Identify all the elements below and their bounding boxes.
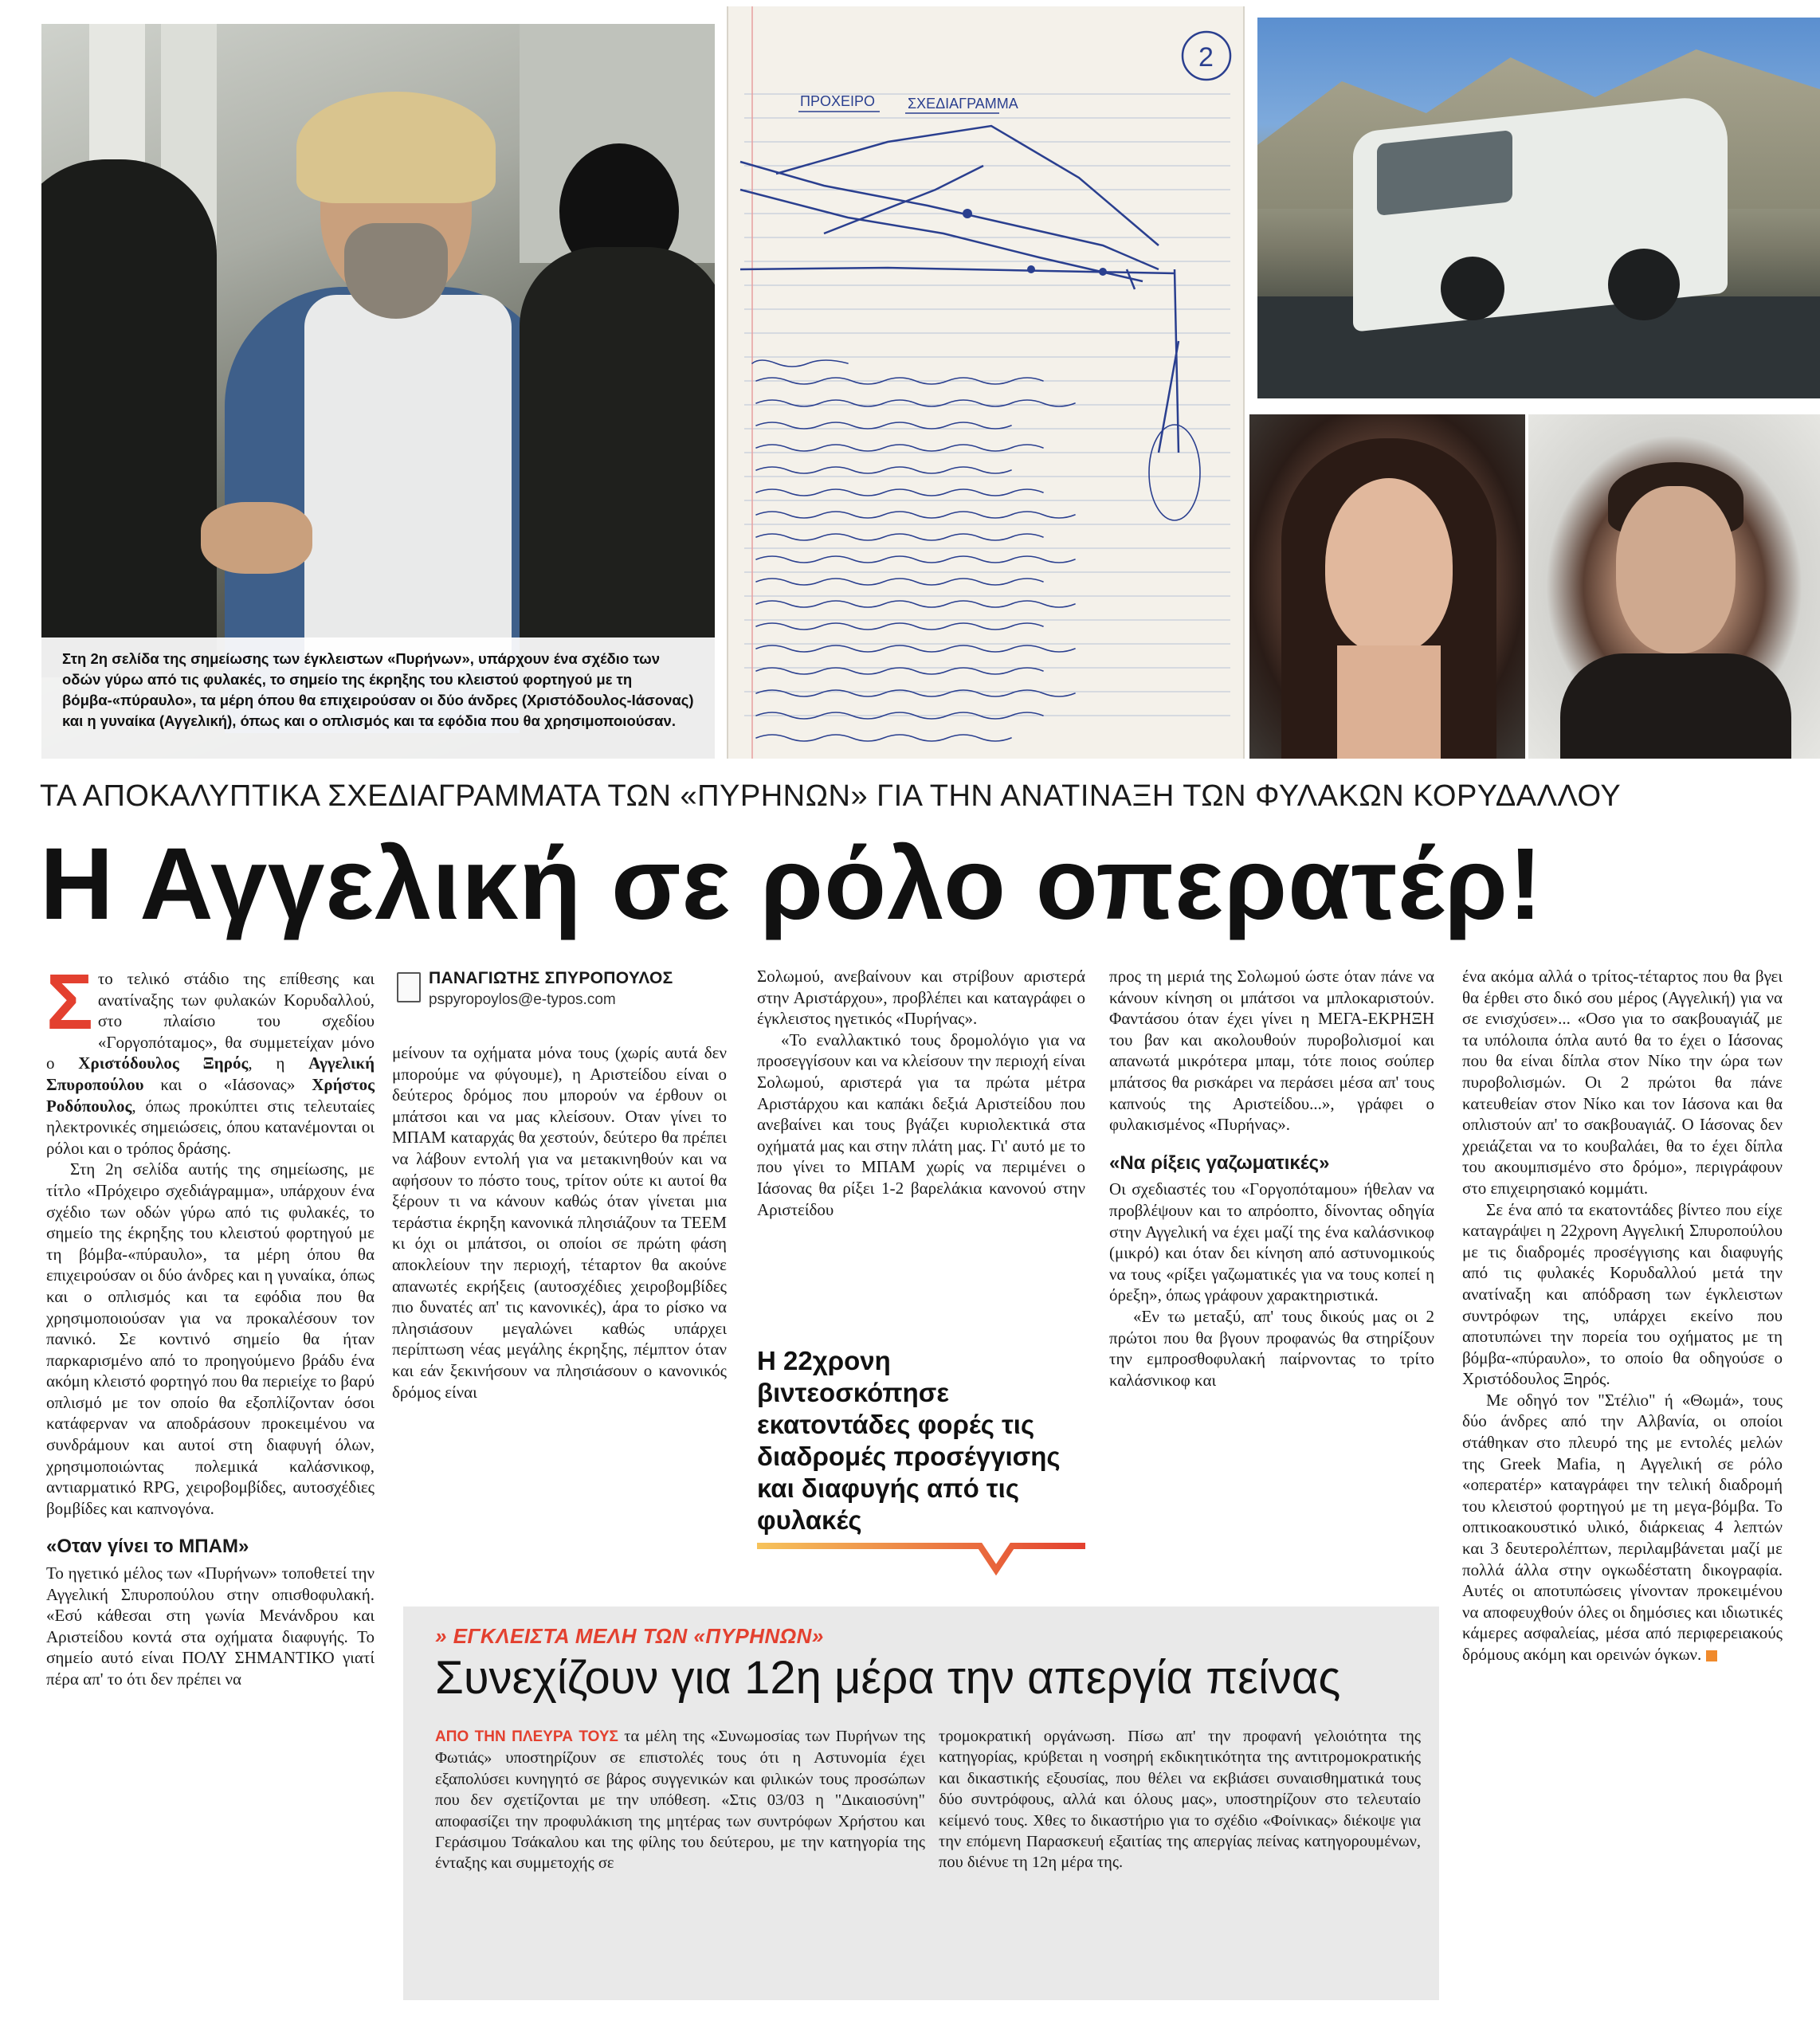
article-paragraph: Οι σχεδιαστές του «Γοργοπόταμου» ήθελαν να προβλέψουν και το απρόοπτο, δίνοντας οδηγία στην Αγγελική να έχει μαζί της ένα καλάσνικοφ (μικρό) και όταν δει κίνηση από αστυνομικούς να τους «ρίξει γαζωματικές για να τους κοπεί η όρεξη», όπως γράφουν χαρακτηριστικά. bbox=[1109, 1179, 1434, 1305]
box-kicker: » ΕΓΚΛΕΙΣΤΑ ΜΕΛΗ ΤΩΝ «ΠΥΡΗΝΩΝ» bbox=[435, 1624, 824, 1648]
pull-quote-rule bbox=[757, 1530, 1085, 1578]
box-lead: ΑΠΟ ΤΗΝ ΠΛΕΥΡΑ ΤΟΥΣ bbox=[435, 1728, 618, 1745]
box-title: Συνεχίζουν για 12η μέρα την απεργία πείνας bbox=[435, 1652, 1341, 1704]
portrait-woman bbox=[1249, 414, 1525, 759]
masked-officer-left bbox=[41, 159, 217, 677]
box-column-2: τρομοκρατική οργάνωση. Πίσω απ' την προφανή γελοιότητα της κατηγορίας, κρύβεται η νοσηρή εκδικητικότητα της αντιτρομοκρατικής και δικαστικής εξουσίας, που θέλει να εκβιάσει συναισθηματικά τους δύο συντρόφους, αλλά και όλους μας», υποστηρίζουν στο τελευταίο κείμενό τους. Χθες το δικαστήριο για το σχέδιο «Φοίνικας» διέκοψε για την επόμενη Παρασκευή εξαιτίας της απεργίας πείνας κατηγορουμένων, που διένυε τη 12η μέρα της. bbox=[939, 1728, 1421, 1872]
author-name: ΠΑΝΑΓΙΩΤΗΣ ΣΠΥΡΟΠΟΥΛΟΣ bbox=[429, 969, 673, 987]
subheading: «Οταν γίνει το ΜΠΑΜ» bbox=[46, 1536, 249, 1558]
man-hair bbox=[296, 92, 496, 203]
man2-shirt bbox=[1560, 653, 1791, 759]
double-chevron-right-icon: » bbox=[435, 1624, 453, 1648]
article-column-1 bbox=[46, 958, 375, 1690]
woman-neck bbox=[1337, 645, 1441, 759]
main-headline: Η Αγγελική σε ρόλο οπερατέρ! bbox=[40, 827, 1543, 941]
article-paragraph: Στο τελικό στάδιο της επίθεσης και ανατίναξης των φυλακών Κορυδαλλού, στο πλαίσιο του σχεδίου «Γοργοπόταμος», θα συμμετείχαν μόνο ο Χριστόδουλος Ξηρός, η Αγγελική Σπυροπούλου και ο «Ιάσονας» Χρήστος Ροδόπουλος, όπως προκύπτει στις τελευταίες ηλεκτρονικές σημειώσεις, όπου κατανέμονται οι ρόλοι και ο τρόπος δράσης. bbox=[46, 958, 375, 1158]
woman-face bbox=[1325, 478, 1453, 653]
article-paragraph: Το ηγετικό μέλος των «Πυρήνων» τοποθετεί την Αγγελική Σπυροπούλου στην οπισθοφυλακή. «Εσύ κάθεσαι στη γωνία Μενάνδρου και Αριστείδου κοντά στα οχήματα διαφυγής. Το σημείο αυτό είναι ΠΟΛΥ ΣΗΜΑΝΤΙΚΟ γιατί πέρα απ' το ότι δεν πρέπει να bbox=[46, 1563, 375, 1689]
handwritten-plan-photo bbox=[727, 6, 1245, 759]
drop-cap: Σ bbox=[46, 958, 93, 1046]
article-column-5 bbox=[1462, 966, 1783, 1665]
van-windshield bbox=[1377, 130, 1512, 216]
article-column-2 bbox=[392, 1042, 727, 1402]
author-email: pspyropoylos@e-typos.com bbox=[429, 991, 616, 1008]
end-mark bbox=[1706, 1650, 1717, 1661]
article-column-4 bbox=[1109, 966, 1434, 1391]
headline-kicker: ΤΑ ΑΠΟΚΑΛΥΠΤΙΚΑ ΣΧΕΔΙΑΓΡΑΜΜΑΤΑ ΤΩΝ «ΠΥΡΗΝΩΝ» ΓΙΑ ΤΗΝ ΑΝΑΤΙΝΑΞΗ ΤΩΝ ΦΥΛΑΚΩΝ ΚΟΡΥΔΑΛΛΟΥ bbox=[40, 779, 1622, 813]
article-paragraph: προς τη μεριά της Σολωμού ώστε όταν πάνε να κάνουν κίνηση οι μπάτσοι να μπλοκαριστούν. Φαντάσου όταν έχει γίνει η ΜΕΓΑ-ΕΚΡΗΞΗ του βαν και ακολουθούν πυροβολισμοί και απανωτά μικρότερα μπαμ, τότε ποιος σούπερ μπάτσος θα ρισκάρει να περάσει μέσα απ' τους καπνούς της Αριστείδου...», γράφει ο φυλακισμένος «Πυρήνας». bbox=[1109, 967, 1434, 1135]
article-paragraph: Σε ένα από τα εκατοντάδες βίντεο που είχε καταγράψει η 22χρονη Αγγελική Σπυροπούλου με τις διαδρομές προσέγγισης και διαφυγής από τις φυλακές Κορυδαλλού μετά την ανατίναξη και απόδραση των έγκλειστων συντρόφων της, υπάρχει εκείνο που αποτυπώνει την πορεία του οχήματος με τη βόμβα-«πύραυλο», το οποίο θα οδηγούσε ο Χριστόδουλος Ξηρός. bbox=[1462, 1199, 1783, 1389]
portrait-man bbox=[1528, 414, 1820, 759]
subheading: «Να ρίξεις γαζωματικές» bbox=[1109, 1151, 1330, 1174]
article-paragraph: «Το εναλλακτικό τους δρομολόγιο για να προσεγγίσουν και να κλείσουν την περιοχή είναι Σολωμού, αριστερά για τα πρώτα μέτρα Αριστάρχου και καπάκι δεξιά Αριστείδου που ανεβαίνει και τους βγάζει κυριολεκτικά στα οχήματά μας και στην πλάτη μας. Γι' αυτό με το που γίνει το ΜΠΑΜ χωρίς να περιμένει ο Ιάσονας θα ρίξει 1-2 βαρελάκια κανονού στην Αριστείδου bbox=[757, 1030, 1085, 1219]
man2-face bbox=[1616, 486, 1736, 653]
article-column-3 bbox=[757, 966, 1085, 1220]
bulletproof-vest bbox=[304, 295, 512, 669]
article-paragraph: μείνουν τα οχήματα μόνα τους (χωρίς αυτά δεν μπορούμε να φύγουμε), η Αριστείδου είναι ο δεύτερος δρόμος που μπορούν να έρθουν οι μπάτσοι και να μας κλείσουν. Οταν γίνει το ΜΠΑΜ καταρχάς θα χεστούν, δεύτερο θα πρέπει να λάβουν εντολή για να μετακινηθούν και να αφήσουν το πόστο τους, τρίτον ούτε κι αυτοί θα ξέρουν τι να κάνουν καθώς όταν γίνεται μια τεράστια έκρηξη κανονικά πλησιάζουν τα ΤΕΕΜ κι όχι οι μπάτσοι, οι οποίοι σε πρώτη φάση αποκλείουν την περιοχή, τέταρτον θα ακούνε απανωτές εκρήξεις (αυτοσχέδιες χειροβομβίδες πιο δυνατές απ' τις κανονικές), άρα το ρίσκο να πλησιάσουν μεγαλώνει καθώς υπάρχει περίπτωση νέας μεγάλης έκρηξης, πέμπτον όταν και εάν ξεκινήσουν να πλησιάσουν ο κανονικός δρόμος είναι bbox=[392, 1043, 727, 1402]
pull-quote bbox=[757, 1345, 1085, 1584]
plan-title-left: ΠΡΟΧΕΙΡΟ bbox=[800, 93, 876, 109]
article-paragraph: «Εν τω μεταξύ, απ' τους δικούς μας οι 2 πρώτοι που θα βγουν προφανώς θα στηρίξουν την εμπροσθοφυλακή παίρνοντας το τρίτο καλάσνικοφ και bbox=[1109, 1306, 1434, 1390]
van-wheel bbox=[1441, 257, 1504, 320]
box-column-1: ΑΠΟ ΤΗΝ ΠΛΕΥΡΑ ΤΟΥΣ τα μέλη της «Συνωμοσίας των Πυρήνων της Φωτιάς» υποστηρίζουν σε επιστολές τους ότι η Αστυνομία έχει εξαπολύσει κυνηγητό σε βάρος συγγενικών και φιλικών τους προσώπων που δεν σχετίζονται με την υπόθεση. «Στις 03/03 η "Δικαιοσύνη" αποφασίζει την προφυλάκιση της μητέρας των συντρόφων Χρήστου και Γεράσιμου Τσάκαλου και της φίλης του δεύτερου, με την κατηγορία της ένταξης και συμμετοχής σε bbox=[435, 1728, 926, 1873]
article-paragraph: Στη 2η σελίδα αυτής της σημείωσης, με τίτλο «Πρόχειρο σχεδιάγραμμα», υπάρχουν ένα σχέδιο των οδών γύρω από τις φυλακές, το σημείο της έκρηξης του κλειστού φορτηγού με τη βόμβα-«πύραυλο», τα μέρη όπου θα επιχειρούσαν οι δύο άνδρες και η γυναίκα, όπως και ο οπλισμός και τα εφόδια που θα χρησιμοποιούσαν για να προκαλέσουν τον πανικό. Σε κοντινό σημείο θα ήταν παρκαρισμένο από το προηγούμενο βράδυ ένα ακόμη κλειστό φορτηγό που θα περιείχε το βαρύ οπλισμό με τον οποίο θα εξοπλίζονταν όσοι κατάφερναν να αποδράσουν προκειμένου να συνδράμουν και αυτοί στη διαφυγή όλων, χρησιμοποιώντας πολεμικά καλάσνικοφ, αντιαρματικό RPG, χειροβομβίδες, αυτοσχέδιες βομβίδες και καπνογόνα. bbox=[46, 1159, 375, 1518]
photo-caption bbox=[41, 638, 715, 759]
byline bbox=[397, 969, 732, 1033]
sidebar-box bbox=[403, 1606, 1439, 2000]
man-beard bbox=[344, 223, 448, 319]
handwritten-plan bbox=[728, 6, 1243, 759]
caption-text: Στη 2η σελίδα της σημείωσης των έγκλειστων «Πυρήνων», υπάρχουν ένα σχέδιο των οδών γύρω από τις φυλακές, το σημείο της έκρηξης του κλειστού φορτηγού με τη βόμβα-«πύραυλο», τα μέρη όπου θα επιχειρούσαν οι δύο άνδρες (Χριστόδουλος-Ιάσονας) και η γυναίκα (Αγγελική), όπως και ο οπλισμός και τα εφόδια που θα χρησιμοποιούσαν. bbox=[62, 650, 694, 729]
article-paragraph: ένα ακόμα αλλά ο τρίτος-τέταρτος που θα βγει θα έρθει στο δικό σου μέρος (Αγγελική) για να σε ενισχύσει»... «Οσο για το σακβουαγιάζ με τα υπόλοιπα όπλα αυτό θα το έχει ο Ιάσονας που θα είναι δίπλα στον Νίκο την ώρα των πυροβολισμών. Οι 2 πρώτοι θα πάνε κατευθείαν στον Νίκο και τον Ιάσονα και θα οπλιστούν απ' το σακβουαγιάζ. Ο Ιάσονας δεν χρειάζεται να το κουβαλάει, θα το έχει δίπλα του ακουμπισμένο στο δρόμο», περιγράφουν στο επιχειρησιακό κομμάτι. bbox=[1462, 967, 1783, 1198]
article-paragraph: Σολωμού, ανεβαίνουν και στρίβουν αριστερά στην Αριστάρχου», προβλέπει και καταγράφει ο έγκλειστος ηγετικός «Πυρήνας». bbox=[757, 967, 1085, 1029]
plan-page-number: 2 bbox=[1198, 42, 1214, 73]
pull-quote-text: Η 22χρονη βιντεοσκόπησε εκατοντάδες φορές τις διαδρομές προσέγγισης και διαφυγής από τις φυλακές bbox=[757, 1346, 1061, 1535]
officer-hand bbox=[201, 502, 312, 574]
document-icon bbox=[397, 972, 421, 1002]
plan-title-right: ΣΧΕΔΙΑΓΡΑΜΜΑ bbox=[908, 96, 1018, 112]
van-wheel bbox=[1608, 249, 1680, 320]
van-photo bbox=[1257, 18, 1820, 398]
article-paragraph: Με οδηγό τον "Στέλιο" ή «Θωμά», τους δύο άνδρες από την Αλβανία, οι οποίοι στάθηκαν στο πλευρό της με εντολές μελών της Greek Mafia, η Αγγελική σε ρόλο «οπερατέρ» καταγράφει την τελική διαδρομή του κλειστού φορτηγού με τη μεγα-βόμβα. Το οπτικοακουστικό υλικό, διάρκειας 4 λεπτών και 3 δευτερολέπτων, περιλαμβάνεται μαζί με πολλά άλλα στην ογκωδέστατη δικογραφία. Αυτές οι αποτυπώσεις γίνονταν προκειμένου να αποφευχθούν όλες οι δημόσιες και ιδιωτικές κάμερες ασφαλείας, μέσα από περιφερειακούς δρόμους ακόμη και ορεινών όγκων. bbox=[1462, 1390, 1783, 1664]
